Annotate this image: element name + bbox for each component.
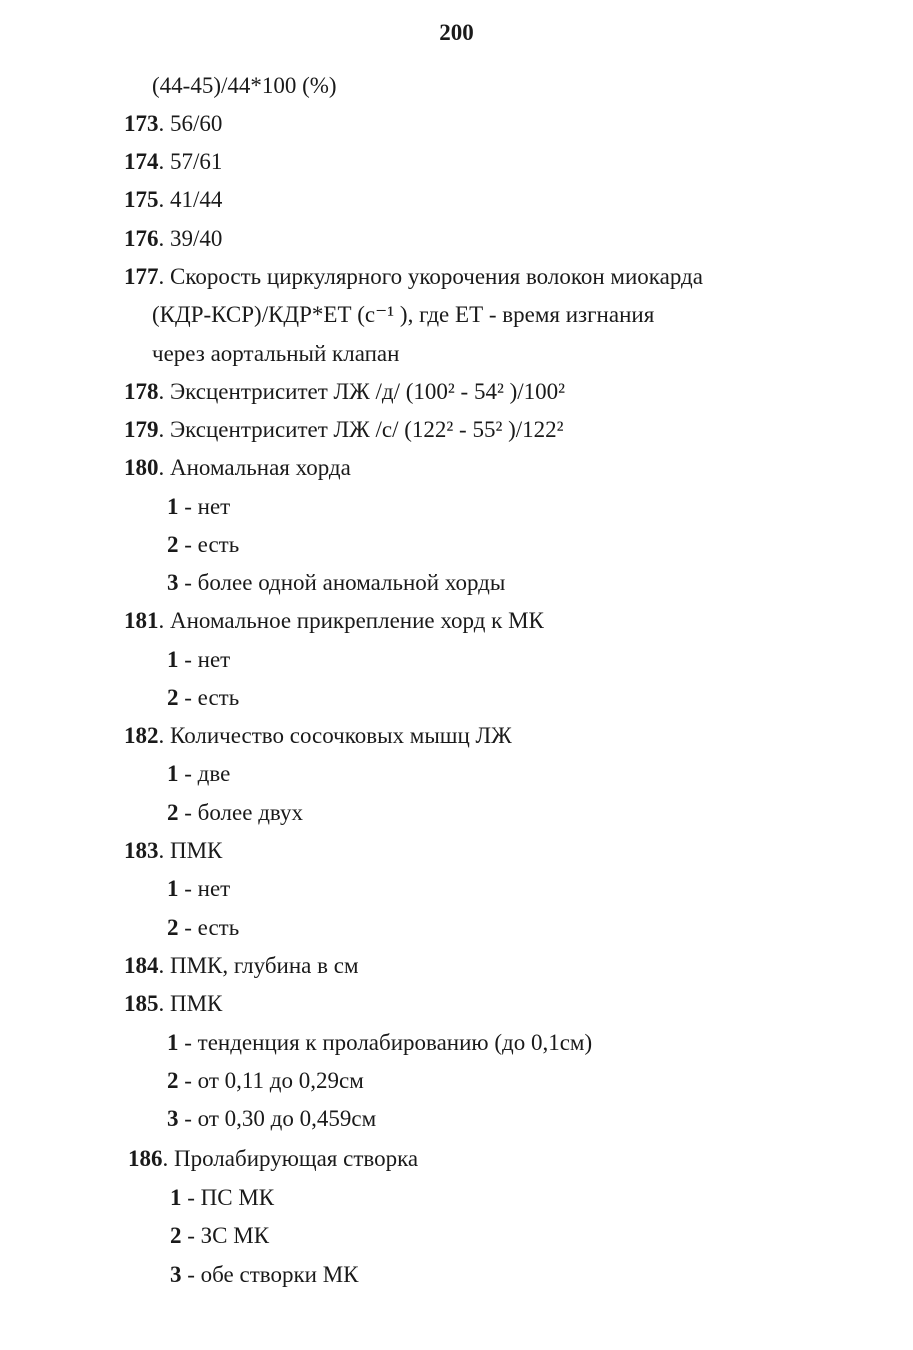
option: 1 - нет — [167, 494, 231, 519]
item-186: 186. Пролабирующая створка — [128, 1146, 419, 1171]
option: 1 - ПС МК — [170, 1185, 275, 1210]
item-181: 181. Аномальное прикрепление хорд к МК — [124, 608, 544, 633]
item-179: 179. Эксцентриситет ЛЖ /с/ (122² - 55² )/122² — [124, 417, 564, 442]
item-180: 180. Аномальная хорда — [124, 455, 351, 480]
formula-line: (44-45)/44*100 (%) — [152, 73, 337, 98]
item-176: 176. 39/40 — [124, 226, 223, 251]
item-173: 173. 56/60 — [124, 111, 223, 136]
option: 1 - нет — [167, 876, 231, 901]
option: 2 - есть — [167, 532, 240, 557]
option: 3 - обе створки МК — [170, 1262, 359, 1287]
item-185: 185. ПМК — [124, 991, 223, 1016]
option: 1 - нет — [167, 647, 231, 672]
option: 1 - тенденция к пролабированию (до 0,1см) — [167, 1030, 593, 1055]
option: 3 - от 0,30 до 0,459см — [167, 1106, 377, 1131]
item-184: 184. ПМК, глубина в см — [124, 953, 359, 978]
item-182: 182. Количество сосочковых мышц ЛЖ — [124, 723, 512, 748]
option: 2 - более двух — [167, 800, 303, 825]
option: 3 - более одной аномальной хорды — [167, 570, 506, 595]
item-183: 183. ПМК — [124, 838, 223, 863]
item-178: 178. Эксцентриситет ЛЖ /д/ (100² - 54² )/100² — [124, 379, 566, 404]
item-177-formula: (КДР-КСР)/КДР*ЕТ (с⁻¹ ), где ЕТ - время изгнания — [152, 302, 655, 327]
option: 2 - есть — [167, 685, 240, 710]
option: 2 - ЗС МК — [170, 1223, 270, 1248]
option: 1 - две — [167, 761, 231, 786]
option: 2 - от 0,11 до 0,29см — [167, 1068, 364, 1093]
item-177: 177. Скорость циркулярного укорочения волокон миокарда — [124, 264, 703, 289]
item-174: 174. 57/61 — [124, 149, 223, 174]
page-number: 200 — [439, 20, 474, 45]
item-175: 175. 41/44 — [124, 187, 223, 212]
item-177-continuation: через аортальный клапан — [152, 341, 400, 366]
option: 2 - есть — [167, 915, 240, 940]
